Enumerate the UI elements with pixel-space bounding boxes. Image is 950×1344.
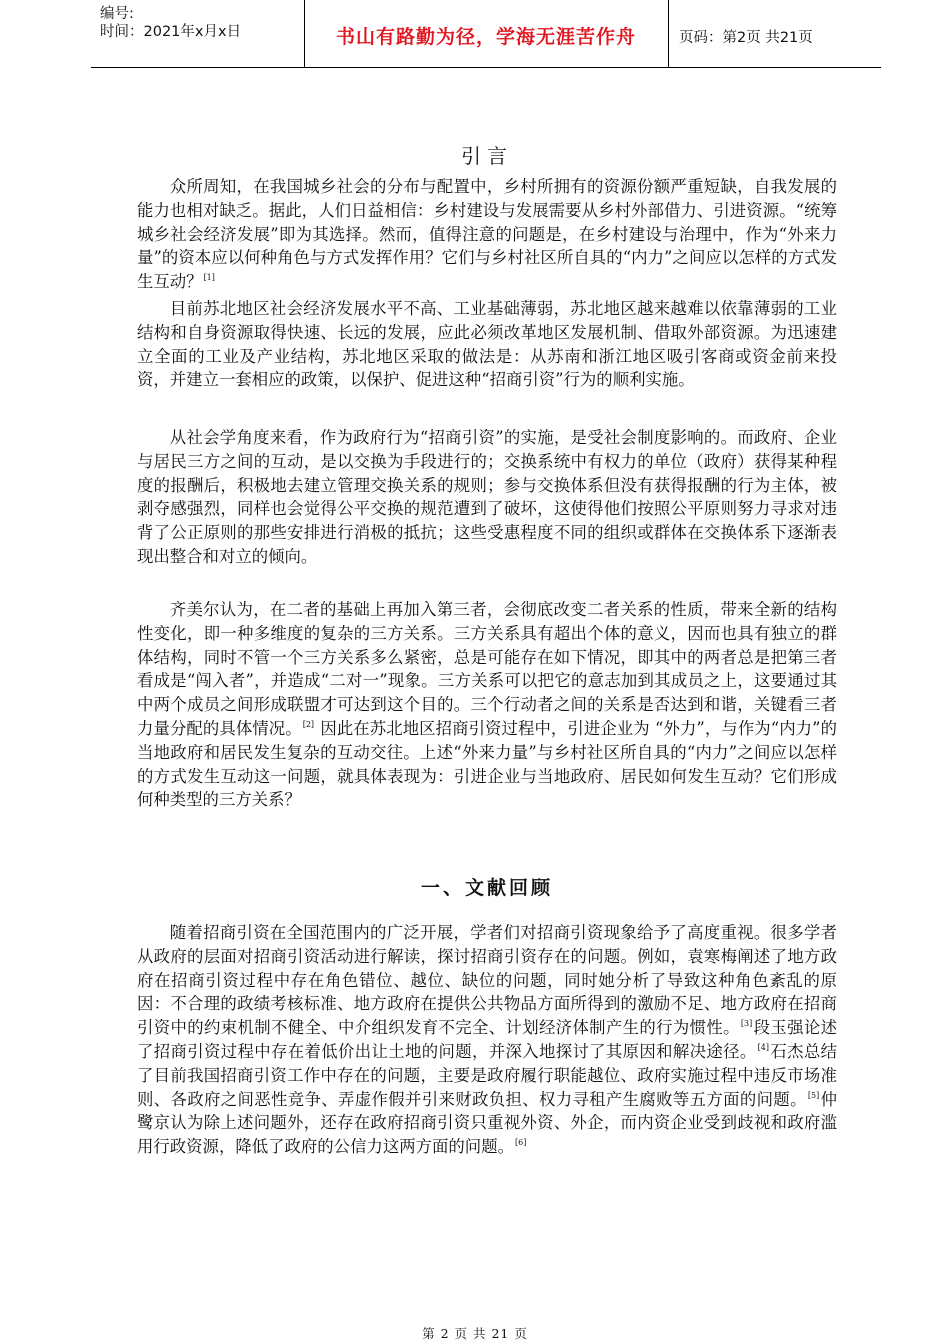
document-number-label: 编号: [100,6,134,22]
header-motto: 书山有路勤为径，学海无涯苦作舟 [335,26,636,48]
paragraph-text: 目前苏北地区社会经济发展水平不高、工业基础薄弱，苏北地区越来越难以依靠薄弱的工业结构和自身资源取得快速、长远的发展，应此必须改革地区发展机制、借取外部资源。为迅速建立全面的工业及产业结构，苏北地区采取的做法是：从苏南和浙江地区吸引客商或资金前来投资，并建立一套相应的政策，以保护、促进这种“招商引资”行为的顺利实施。 [137,299,837,390]
paragraph-text: 众所周知，在我国城乡社会的分布与配置中，乡村所拥有的资源份额严重短缺，自我发展的能力也相对缺乏。据此，人们日益相信：乡村建设与发展需要从乡村外部借力、引进资源。“统筹城乡社会经济发展”即为其选择。然而，值得注意的问题是，在乡村建设与治理中，作为“外来力量”的资本应以何种角色与方式发挥作用？它们与乡村社区所自具的“内力”之间应以怎样的方式发生互动？ [137,177,837,292]
paragraph-text: 随着招商引资在全国范围内的广泛开展，学者们对招商引资现象给予了高度重视。很多学者从政府的层面对招商引资活动进行解读，探讨招商引资存在的问题。例如，袁寒梅阐述了地方政府在招商引资过程中存在角色错位、越位、缺位的问题，同时她分析了导致这种角色紊乱的原因：不合理的政绩考核标准、地方政府在提供公共物品方面所得到的激励不足、地方政府在招商引资中的约束机制不健全、中介组织发育不完全、计划经济体制产生的行为惯性。 [137,923,837,1038]
paragraph-text: 从社会学角度来看，作为政府行为“招商引资”的实施，是受社会制度影响的。而政府、企业与居民三方之间的互动，是以交换为手段进行的；交换系统中有权力的单位（政府）获得某种程度的报酬后，积极地去建立管理交换关系的规则；参与交换体系但没有获得报酬的行为主体，被剥夺感强烈，同样也会觉得公平交换的规范遭到了破坏，这使得他们按照公平原则努力寻求对违背了公正原则的那些安排进行消极的抵抗；这些受惠程度不同的组织或群体在交换体系下逐渐表现出整合和对立的倾向。 [137,428,837,566]
paragraph-text: 石杰总结了目前我国招商引资工作中存在的问题，主要是政府履行职能越位、政府实施过程中违反市场准则、各政府之间恶性竞争、弄虚作假并引来财政负担、权力寻租产生腐败等五方面的问题。 [137,1041,838,1109]
intro-heading: 引言 [461,144,513,168]
paragraph [137,175,837,294]
citation-ref: [2] [302,719,315,729]
citation-ref: [1] [203,273,215,283]
page-footer: 第 2 页 共 21 页 [422,1326,528,1341]
citation-ref: [5] [807,1090,820,1100]
header-rule [91,67,881,68]
paragraph [137,426,837,569]
paragraph-text: 段玉强论述了招商引资过程中存在着低价出让土地的问题，并深入地探讨了其原因和解决途径。 [137,1018,838,1061]
header-divider [668,0,669,67]
document-time-label: 时间：2021年x月x日 [100,24,242,40]
header-page-info: 页码：第2页 共21页 [679,30,813,46]
paragraph-text: 仲鹭京认为除上述问题外，还存在政府招商引资只重视外资、外企，而内资企业受到歧视和政府滥用行政资源，降低了政府的公信力这两方面的问题。 [137,1089,837,1157]
page-header [91,0,881,67]
paragraph-text: 齐美尔认为，在二者的基础上再加入第三者，会彻底改变二者关系的性质，带来全新的结构性变化，即一种多维度的复杂的三方关系。三方关系具有超出个体的意义，因而也具有独立的群体结构，同时不管一个三方关系多么紧密，总是可能存在如下情况，即其中的两者总是把第三者看成是“闯入者”，并造成“二对一”现象。三方关系可以把它的意志加到其成员之上，这要通过其中两个成员之间形成联盟才可达到这个目的。三个行动者之间的关系是否达到和谐，关键看三者力量分配的具体情况。 [137,600,837,738]
paragraph [137,297,837,392]
paragraph-text: 因此在苏北地区招商引资过程中，引进企业为 “外力”，与作为“内力”的当地政府和居民发生复杂的互动交往。上述“外来力量”与乡村社区所自具的“内力”之间应以怎样的方式发生互动这一问题，就具体表现为：引进企业与当地政府、居民如何发生互动？它们形成何种类型的三方关系？ [137,718,837,810]
citation-ref: [6] [514,1138,527,1148]
paragraph [137,921,837,1159]
section-heading: 一、文献回顾 [420,877,553,899]
citation-ref: [3] [740,1019,753,1029]
citation-ref: [4] [757,1042,770,1052]
paragraph [137,598,837,812]
header-meta [100,5,241,41]
